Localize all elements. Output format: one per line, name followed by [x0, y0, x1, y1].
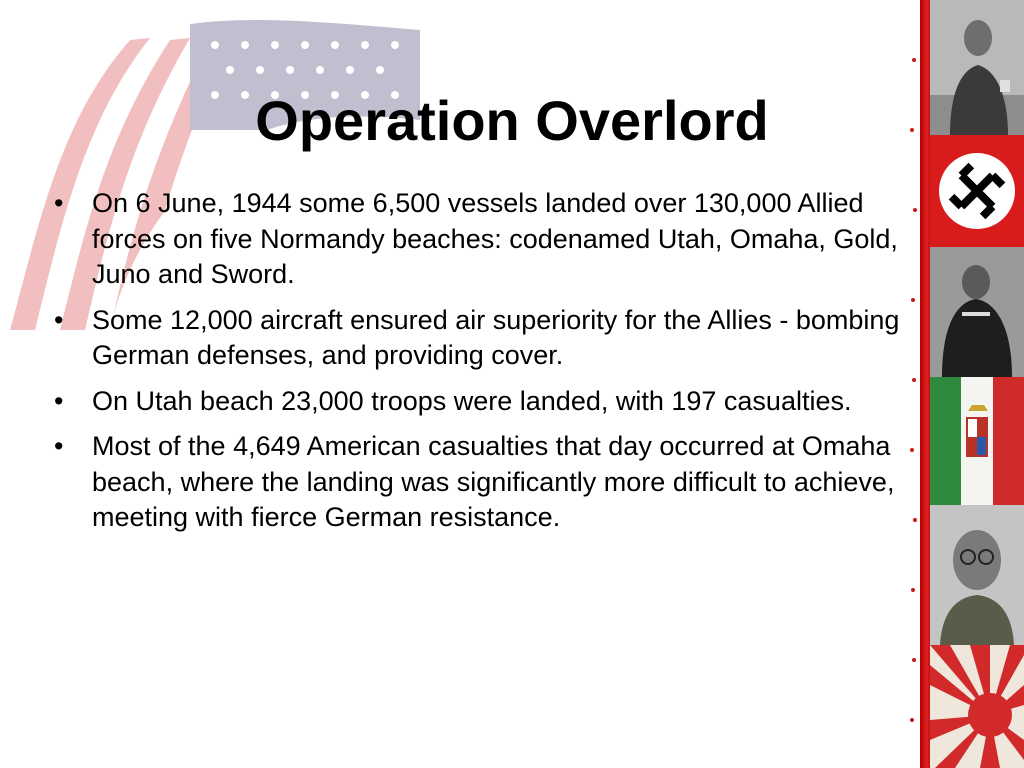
- bullet-text: On 6 June, 1944 some 6,500 vessels landed over 130,000 Allied forces on five Normandy beaches: codenamed Utah, Omaha, Gold, Juno and Sword.: [92, 188, 898, 289]
- bullet-icon: •: [54, 304, 64, 335]
- bullet-text: On Utah beach 23,000 troops were landed, with 197 casualties.: [92, 385, 852, 416]
- tojo-portrait-icon: [930, 505, 1024, 645]
- bullet-text: Some 12,000 aircraft ensured air superiority for the Allies - bombing German defenses, and providing cover.: [92, 304, 900, 370]
- slide-title: Operation Overlord: [255, 89, 769, 152]
- bullet-icon: •: [54, 431, 64, 461]
- hitler-portrait-icon: [930, 0, 1024, 135]
- bullet-item: [50, 384, 900, 420]
- bullet-icon: •: [54, 188, 64, 218]
- bullet-item: [50, 303, 900, 374]
- mussolini-portrait-icon: [930, 247, 1024, 377]
- rising-sun-flag-icon: [930, 645, 1024, 768]
- bullet-item: [50, 429, 900, 536]
- italian-flag-icon: [930, 377, 1024, 505]
- bullet-item: [50, 186, 900, 293]
- swastika-flag-icon: [930, 135, 1024, 247]
- bullet-text: Most of the 4,649 American casualties that day occurred at Omaha beach, where the landing was significantly more difficult to achieve, meeting with fierce German resistance.: [92, 431, 895, 532]
- bullet-list: [50, 186, 900, 546]
- bullet-icon: •: [54, 385, 64, 416]
